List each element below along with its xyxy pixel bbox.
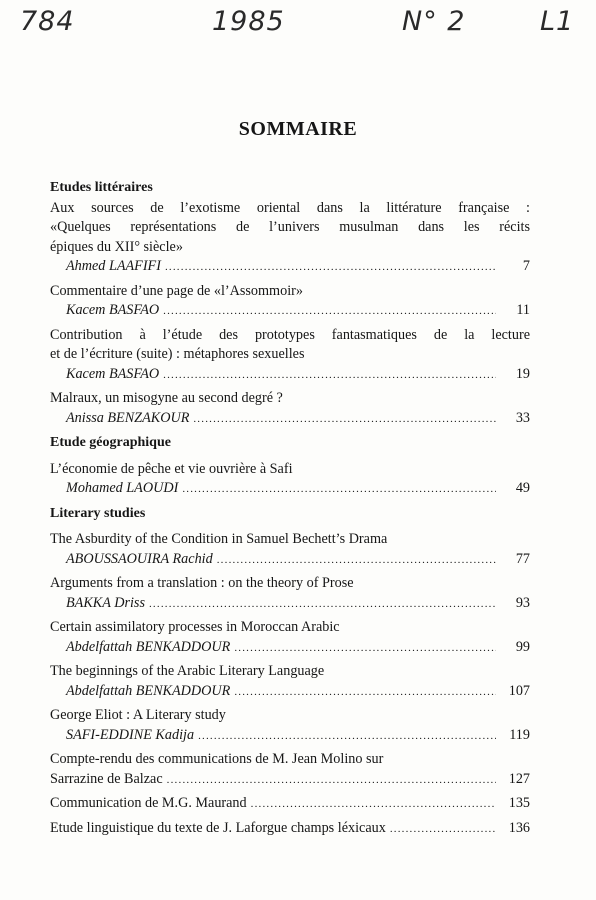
dot-leader <box>251 795 496 815</box>
dot-leader <box>163 302 496 322</box>
entry-title-line: L’économie de pêche et vie ouvrière à Safi <box>50 460 293 477</box>
section-heading: Literary studies <box>50 505 146 521</box>
entry-leader-row <box>50 794 530 815</box>
toc-entry <box>50 530 530 570</box>
entry-leader-row <box>50 479 530 500</box>
entry-title-tail: Communication de M.G. Maurand <box>50 795 247 811</box>
entry-title-line: Aux sources de l’exotisme oriental dans la littérature française : <box>50 199 530 216</box>
entry-author: Kacem BASFAO <box>66 302 160 318</box>
entry-title-line: Malraux, un misogyne au second degré ? <box>50 390 283 406</box>
entry-title-line: Arguments from a translation : on the theory of Prose <box>50 575 354 591</box>
handwritten-issue-number: N° 2 <box>402 6 466 37</box>
dot-leader <box>234 639 496 659</box>
dot-leader <box>193 410 496 430</box>
entry-leader-row <box>50 819 530 840</box>
entry-page-number: 33 <box>515 409 530 426</box>
dot-leader <box>390 820 496 840</box>
entry-page-number: 107 <box>508 682 530 699</box>
entry-leader-row <box>50 301 530 322</box>
entry-author: Mohamed LAOUDI <box>66 480 179 496</box>
section-heading: Etude géographique <box>50 435 171 450</box>
entry-page-number: 77 <box>515 550 530 567</box>
page-title: SOMMAIRE <box>238 118 358 140</box>
entry-title-tail: Etude linguistique du texte de J. Laforgue champs léxicaux <box>50 819 386 836</box>
entry-leader-row <box>50 365 530 386</box>
dot-leader <box>234 683 496 703</box>
entry-title-line: épiques du XII° siècle» <box>50 238 183 255</box>
dot-leader <box>217 551 496 571</box>
handwritten-year: 1985 <box>212 6 285 37</box>
entry-leader-row <box>50 682 530 703</box>
toc-entry <box>50 389 530 429</box>
entry-page-number: 19 <box>515 365 530 382</box>
entry-title-line: et de l’écriture (suite) : métaphores sexuelles <box>50 346 305 362</box>
entry-page-number: 49 <box>515 480 530 496</box>
entry-page-number: 93 <box>515 594 530 611</box>
toc-entry <box>50 618 530 658</box>
toc-entry <box>50 326 530 386</box>
entry-page-number: 119 <box>509 726 530 743</box>
dot-leader <box>198 727 496 747</box>
toc-entry <box>50 574 530 614</box>
toc-entry <box>50 199 530 278</box>
toc-entry <box>50 460 530 500</box>
section-heading: Etudes littéraires <box>50 180 153 195</box>
dot-leader <box>149 595 496 615</box>
table-of-contents <box>50 178 530 843</box>
entry-title-line: The beginnings of the Arabic Literary Language <box>50 663 325 679</box>
entry-leader-row <box>50 409 530 430</box>
entry-author: Anissa BENZAKOUR <box>66 409 190 426</box>
entry-title-line: Certain assimilatory processes in Moroccan Arabic <box>50 619 340 635</box>
entry-leader-row <box>50 726 530 747</box>
entry-page-number: 99 <box>515 638 530 655</box>
handwritten-code: L1 <box>540 6 575 37</box>
entry-title-line: The Asburdity of the Condition in Samuel Bechett’s Drama <box>50 531 388 547</box>
dot-leader <box>167 771 496 791</box>
entry-page-number: 136 <box>508 819 530 836</box>
toc-entry <box>50 662 530 702</box>
entry-author: Ahmed LAAFIFI <box>66 258 161 274</box>
entry-leader-row <box>50 550 530 571</box>
entry-title-line: Contribution à l’étude des prototypes fantasmatiques de la lecture <box>50 326 530 343</box>
entry-author: ABOUSSAOUIRA Rachid <box>66 550 213 567</box>
toc-entry <box>50 750 530 790</box>
toc-entry <box>50 282 530 322</box>
entry-title-line: «Quelques représentations de l’univers musulman dans les récits <box>50 219 530 235</box>
entry-leader-row <box>50 770 530 791</box>
toc-entry <box>50 794 530 815</box>
entry-author: BAKKA Driss <box>66 594 145 611</box>
entry-author: Abdelfattah BENKADDOUR <box>66 638 231 655</box>
entry-page-number: 11 <box>516 302 530 318</box>
entry-leader-row <box>50 257 530 278</box>
dot-leader <box>165 258 496 278</box>
entry-author: Abdelfattah BENKADDOUR <box>66 682 231 699</box>
entry-leader-row <box>50 594 530 615</box>
entry-page-number: 135 <box>508 795 530 811</box>
entry-page-number: 127 <box>508 770 530 787</box>
toc-entry <box>50 819 530 840</box>
entry-title-line: Compte-rendu des communications de M. Jean Molino sur <box>50 751 384 767</box>
entry-author: Kacem BASFAO <box>66 365 160 382</box>
entry-leader-row <box>50 638 530 659</box>
entry-title-line: Commentaire d’une page de «l’Assommoir» <box>50 282 303 299</box>
entry-author: SAFI-EDDINE Kadija <box>66 726 195 743</box>
entry-title-line: George Eliot : A Literary study <box>50 707 226 723</box>
handwritten-ref-number: 784 <box>20 6 75 37</box>
entry-title-tail: Sarrazine de Balzac <box>50 770 163 787</box>
entry-page-number: 7 <box>522 258 530 274</box>
dot-leader <box>163 366 496 386</box>
toc-entry <box>50 706 530 746</box>
dot-leader <box>182 480 496 500</box>
